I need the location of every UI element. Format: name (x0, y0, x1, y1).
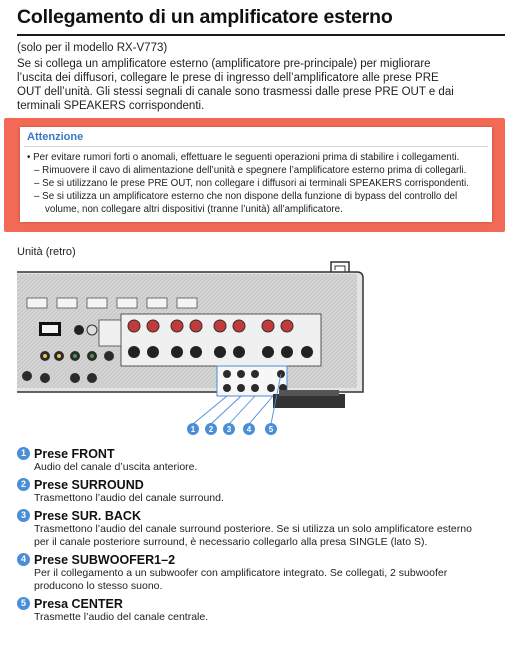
callout-5-label: 5 (268, 425, 274, 434)
caution-title: Attenzione (27, 131, 84, 143)
intro-line-3: OUT dell’unità. Gli stessi segnali di canale sono trasmessi dalle prese PRE OUT e dai (17, 86, 454, 98)
item-title: Presa CENTER (34, 596, 123, 611)
callout-1-label: 1 (190, 425, 196, 434)
caution-line-3: – Se si utilizzano le prese PRE OUT, non collegare i diffusori ai terminali SPEAKERS corrispondenti. (34, 178, 469, 189)
callout-3-label: 3 (226, 425, 232, 434)
callout-2-label: 2 (208, 425, 214, 434)
item-title: Prese SUBWOOFER1–2 (34, 552, 176, 567)
intro-line-2: l’uscita dei diffusori, collegare le prese di ingresso dell’amplificatore alle prese PRE (17, 72, 439, 84)
title-divider (17, 34, 505, 36)
item-subwoofer-desc-1: Per il collegamento a un subwoofer con amplificatore integrato. Se collegati, 2 subwoofer (34, 567, 448, 579)
item-front-desc: Audio del canale d’uscita anteriore. (34, 461, 198, 473)
item-number-badge: 1 (17, 447, 30, 460)
item-center-desc: Trasmette l’audio del canale centrale. (34, 611, 209, 623)
item-number-badge: 2 (17, 478, 30, 491)
item-subwoofer-desc-2: producono lo stesso suono. (34, 580, 163, 592)
item-title: Prese SUR. BACK (34, 508, 141, 523)
item-sur-back-desc-2: per il canale posteriore surround, è necessario collegarlo alla presa SINGLE (lato S). (34, 536, 428, 548)
item-title: Prese FRONT (34, 446, 115, 461)
intro-line-4: terminali SPEAKERS corrispondenti. (17, 100, 205, 112)
receiver-rear-panel-diagram (17, 260, 367, 440)
diagram-caption: Unità (retro) (17, 246, 76, 258)
item-sur-back-desc-1: Trasmettono l’audio del canale surround posteriore. Se si utilizza un solo amplificatore esterno (34, 523, 472, 535)
callout-markers (187, 423, 277, 435)
intro-line-1: Se si collega un amplificatore esterno (amplificatore pre-principale) per migliorare (17, 58, 431, 70)
page-title: Collegamento di un amplificatore esterno (17, 6, 393, 28)
item-number-badge: 4 (17, 553, 30, 566)
model-note: (solo per il modello RX-V773) (17, 42, 168, 54)
caution-line-4: – Se si utilizza un amplificatore esterno che non dispone della funzione di bypass del controllo del (34, 191, 458, 202)
item-surround-desc: Trasmettono l’audio del canale surround. (34, 492, 224, 504)
caution-line-1: • Per evitare rumori forti o anomali, effettuare le seguenti operazioni prima di stabilire i collegamenti. (27, 152, 460, 163)
item-title: Prese SURROUND (34, 477, 144, 492)
callout-4-label: 4 (246, 425, 252, 434)
item-number-badge: 5 (17, 597, 30, 610)
caution-line-2: – Rimuovere il cavo di alimentazione dell’unità e spegnere l’amplificatore esterno prima di collegarli. (34, 165, 467, 176)
item-number-badge: 3 (17, 509, 30, 522)
caution-line-5: volume, non collegare altri dispositivi (tranne l’unità) all’amplificatore. (45, 204, 343, 215)
caution-divider (24, 146, 488, 147)
